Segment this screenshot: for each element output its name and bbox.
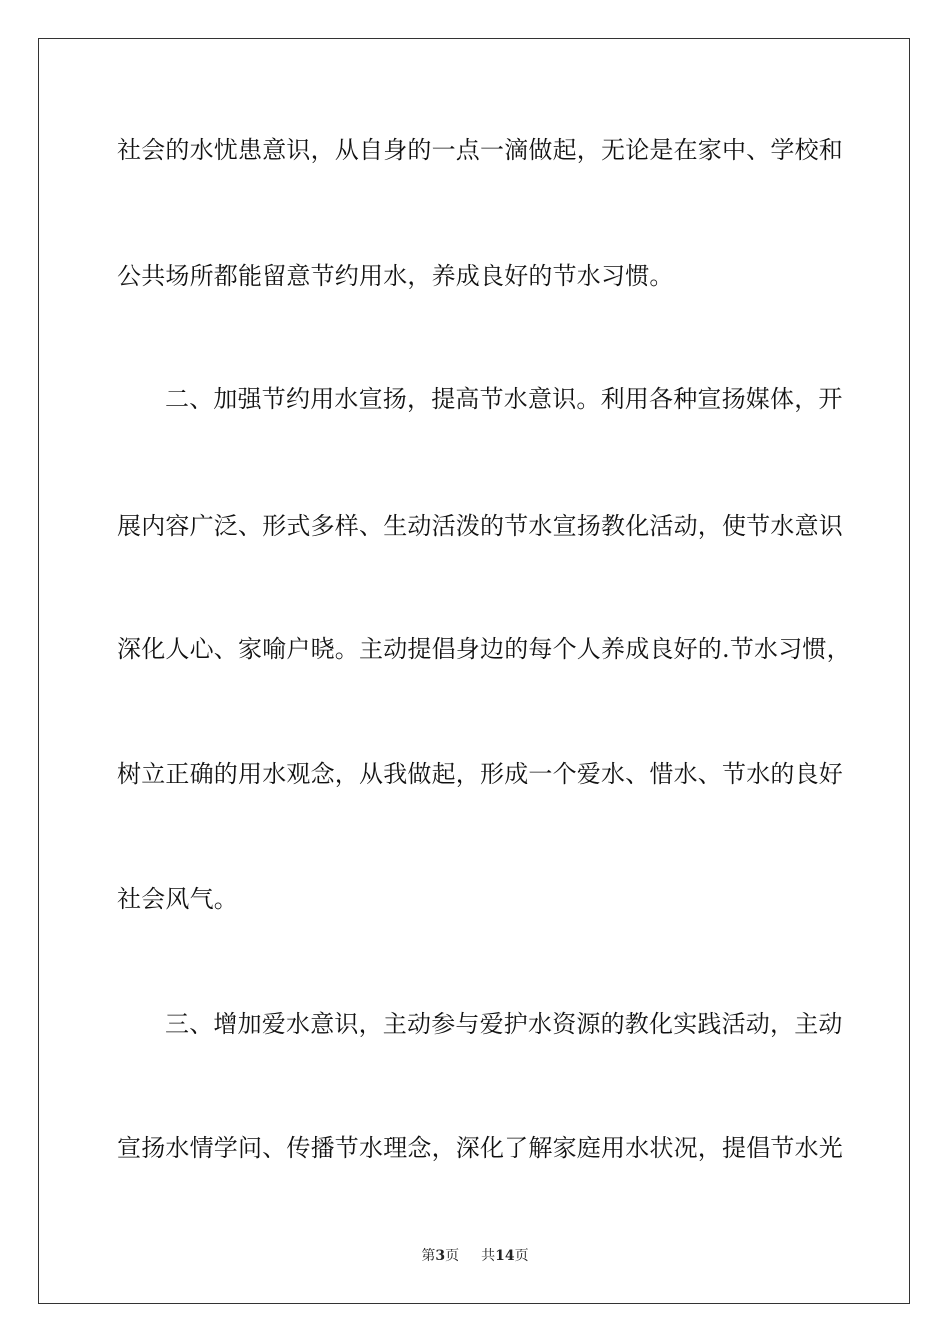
total-suffix: 页 — [514, 1248, 529, 1264]
total-pages: 14 — [495, 1248, 515, 1264]
total-prefix: 共 — [481, 1248, 496, 1264]
text-line: 展内容广泛、形式多样、生动活泼的节水宣扬教化活动，使节水意识 — [117, 512, 843, 540]
page-suffix: 页 — [445, 1248, 460, 1264]
text-line: 社会风气。 — [117, 885, 238, 913]
paragraph-start-line: 二、加强节约用水宣扬，提高节水意识。利用各种宣扬媒体，开 — [165, 385, 843, 413]
text-line: 宣扬水情学问、传播节水理念，深化了解家庭用水状况，提倡节水光 — [117, 1134, 843, 1162]
page-prefix: 第 — [421, 1248, 436, 1264]
paragraph-start-line: 三、增加爱水意识，主动参与爱护水资源的教化实践活动，主动 — [165, 1010, 843, 1038]
text-line: 社会的水忧患意识，从自身的一点一滴做起，无论是在家中、学校和 — [117, 136, 843, 164]
text-line: 树立正确的用水观念，从我做起，形成一个爱水、惜水、节水的良好 — [117, 760, 843, 788]
text-line: 深化人心、家喻户晓。主动提倡身边的每个人养成良好的.节水习惯， — [117, 635, 851, 663]
page-footer — [0, 1247, 950, 1265]
page-number: 3 — [435, 1248, 446, 1264]
page-border — [38, 38, 910, 1304]
text-line: 公共场所都能留意节约用水，养成良好的节水习惯。 — [117, 262, 674, 290]
